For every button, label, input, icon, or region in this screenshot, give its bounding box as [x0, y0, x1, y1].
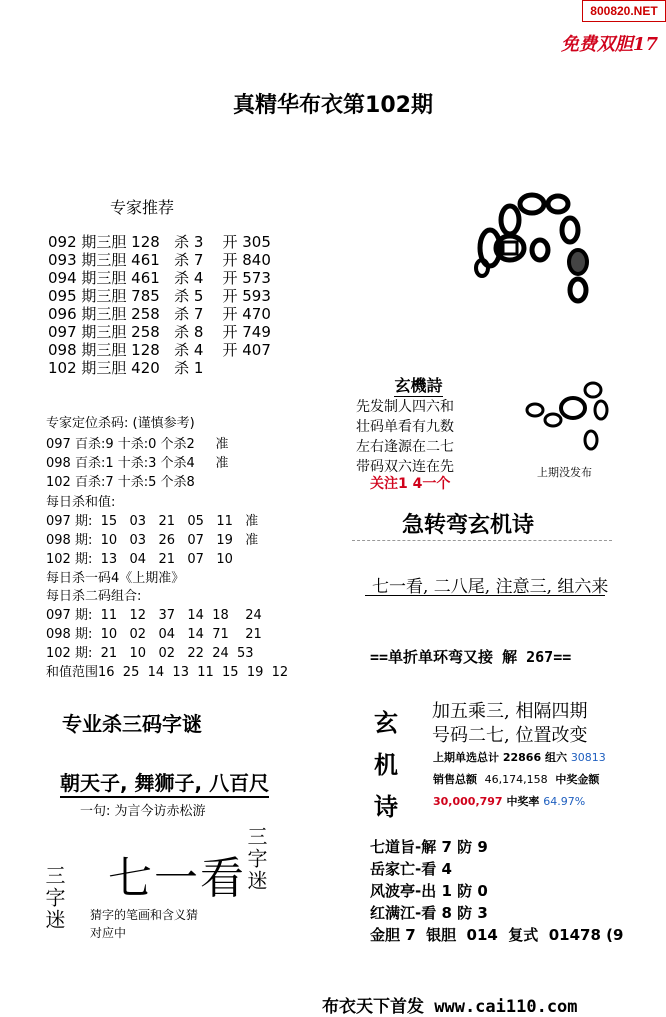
- expert-row: 096 期三胆 258 杀 7 开 470: [48, 305, 271, 323]
- expert-row: 095 期三胆 785 杀 5 开 593: [48, 287, 271, 305]
- chain-drawing-icon: [470, 190, 620, 310]
- xuanjishi-char: 诗: [374, 792, 398, 821]
- stats-line-1: [433, 749, 606, 765]
- xuanjishi-line: 加五乘三, 相隔四期: [432, 701, 588, 722]
- riddle-answer: 七一看: [108, 853, 246, 904]
- hezhi-yima: 每日杀一码4《上期准》: [46, 571, 185, 586]
- bottom-list-item: 七道旨-解 7 防 9: [370, 838, 488, 856]
- erma-row: 098 期: 10 02 04 14 71 21: [46, 627, 262, 642]
- divider: [365, 595, 605, 596]
- hezhi-row: 098 期: 10 03 26 07 19 准: [46, 533, 259, 548]
- poem-line: 带码双六连在先: [356, 459, 454, 475]
- bottom-list: [370, 836, 623, 946]
- chain-small-icon: [523, 380, 613, 460]
- erma-heading: 每日杀二码组合:: [46, 589, 142, 604]
- bottom-list-item: 红满江-看 8 防 3: [370, 904, 488, 922]
- stats-line-2: [433, 771, 599, 787]
- dingwei-heading: 专家定位杀码: (谨慎参考): [46, 416, 195, 431]
- stats3-rate: 64.97%: [543, 795, 586, 808]
- xuanjishi-char: 机: [374, 750, 398, 779]
- poem-line: 左右逢源在二七: [356, 439, 454, 455]
- hezhi-block: [46, 493, 258, 588]
- stats3-label: 中奖率: [506, 795, 540, 808]
- xuanjishi-char: 玄: [374, 708, 398, 737]
- expert-row: 093 期三胆 461 杀 7 开 840: [48, 251, 271, 269]
- riddle-note2: 对应中: [90, 926, 127, 940]
- expert-row: 092 期三胆 128 杀 3 开 305: [48, 233, 271, 251]
- riddle-sub: 一句: 为言今访赤松游: [80, 804, 206, 819]
- xuanjishi-line: 号码二七, 位置改变: [432, 725, 588, 746]
- hezhi-heading: 每日杀和值:: [46, 495, 116, 510]
- jizhuan-banner: ==单折单环弯又接 解 267==: [370, 648, 572, 666]
- dingwei-row: 097 百杀:9 十杀:0 个杀2 准: [46, 437, 229, 452]
- divider: [352, 540, 612, 541]
- stats1-group: 组六: [544, 751, 567, 764]
- bottom-list-item: 岳家亡-看 4: [370, 860, 452, 878]
- erma-block: [46, 587, 288, 682]
- poem-line: 壮码单看有九数: [356, 419, 454, 435]
- xuanjishi-vert: [374, 702, 398, 828]
- riddle-main: 朝天子, 舞狮子, 八百尺: [60, 767, 269, 798]
- hezhi-row: 097 期: 15 03 21 05 11 准: [46, 514, 259, 529]
- stats2-label2: 中奖金额: [555, 773, 600, 786]
- dingwei-row: 102 百杀:7 十杀:5 个杀8: [46, 475, 195, 490]
- erma-row: 097 期: 11 12 37 14 18 24: [46, 608, 262, 623]
- expert-row: 102 期三胆 420 杀 1: [48, 359, 204, 377]
- jizhuan-line: 七一看, 二八尾, 注意三, 组六来: [372, 577, 609, 597]
- site-watermark: 800820.NET: [582, 0, 666, 22]
- dingwei-list: [46, 435, 228, 492]
- poem-last-label: 上期没发布: [537, 466, 592, 479]
- poem-red-line: 关注1 4一个: [370, 476, 451, 492]
- stats1-val: 22866: [502, 751, 542, 764]
- expert-heading: 专家推荐: [110, 198, 175, 217]
- free-label: 免费双胆17: [560, 34, 658, 55]
- riddle-right-vert: 三字迷: [244, 826, 268, 892]
- stats2-label: 销售总额: [433, 773, 477, 786]
- stats-line-3: [433, 793, 585, 809]
- stats3-val: 30,000,797: [433, 795, 503, 808]
- page-title: 真精华布衣第102期: [233, 93, 433, 118]
- riddle-heading: 专业杀三码字谜: [62, 712, 202, 736]
- xuanjishi-lines: [432, 700, 587, 748]
- poem-line: 先发制人四六和: [356, 399, 454, 415]
- stats2-val: 46,174,158: [484, 773, 548, 786]
- expert-list: [48, 233, 271, 377]
- poem-title: 玄機詩: [394, 373, 442, 397]
- erma-row: 和值范围16 25 14 13 11 15 19 12: [46, 665, 289, 680]
- dingwei-row: 098 百杀:1 十杀:3 个杀4 准: [46, 456, 229, 471]
- expert-row: 094 期三胆 461 杀 4 开 573: [48, 269, 271, 287]
- stats1-group-val: 30813: [570, 751, 606, 764]
- erma-row: 102 期: 21 10 02 22 24 53: [46, 646, 254, 661]
- hezhi-row: 102 期: 13 04 21 07 10: [46, 552, 233, 567]
- expert-row: 098 期三胆 128 杀 4 开 407: [48, 341, 271, 359]
- expert-row: 097 期三胆 258 杀 8 开 749: [48, 323, 271, 341]
- jizhuan-title: 急转弯玄机诗: [402, 513, 535, 538]
- bottom-list-item: 风波亭-出 1 防 0: [370, 882, 488, 900]
- footer-text: 布衣天下首发 www.cai110.com: [322, 997, 578, 1017]
- bottom-list-item: 金胆 7 银胆 014 复式 01478 (9: [370, 926, 624, 944]
- stats1-label: 上期单选总计: [433, 751, 499, 764]
- riddle-note1: 猜字的笔画和含义猜: [90, 908, 199, 922]
- riddle-left-vert: 三字迷: [42, 865, 66, 931]
